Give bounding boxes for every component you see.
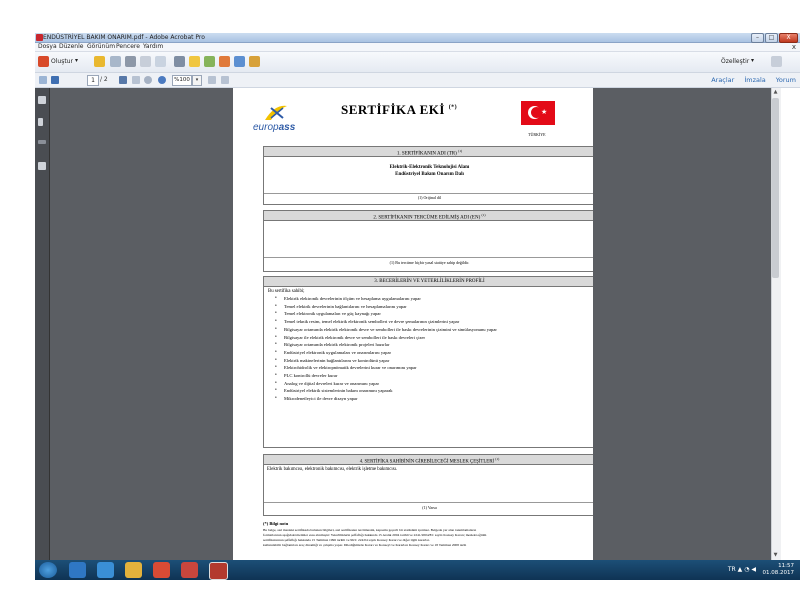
taskbar (35, 560, 800, 580)
menu-help[interactable]: Yardım (143, 43, 164, 50)
sign-icon[interactable] (249, 56, 260, 67)
section2-heading: 2. SERTİFİKANIN TERCÜME EDİLMİŞ ADI (EN) $^{(1)}$ (264, 211, 593, 221)
list-item: • PLC kontrollü devreler kurar (264, 372, 593, 380)
navigation-pane (35, 88, 50, 560)
print-icon[interactable] (125, 56, 136, 67)
menu-edit[interactable]: Düzenle (59, 43, 84, 50)
list-item: • Bilgisayar ile elektrik elektronik devre ve sembolleri ile baskı devreleri çizer (264, 334, 593, 342)
comment-link[interactable]: Yorum (775, 76, 796, 84)
volume-icon[interactable]: ◀ (751, 566, 756, 573)
save-icon[interactable] (110, 56, 121, 67)
section4-heading: 4. SERTİFİKA SAHİBİNİN GİREBİLECEĞİ MESLEK ÇEŞİTLERİ $^{(1)}$ (264, 455, 593, 465)
navigation-toolbar (35, 73, 800, 88)
acrobat-taskbar-icon[interactable] (209, 562, 228, 580)
next-page-icon[interactable] (51, 76, 59, 84)
settings-icon[interactable] (174, 56, 185, 67)
minimize-button[interactable]: – (751, 33, 764, 43)
window-title: ENDÜSTRİYEL BAKIM ONARIM.pdf - Adobe Acrobat Pro (43, 34, 205, 41)
media-player-icon[interactable] (69, 562, 86, 578)
list-item: • Elektrik makinelerinin bağlantılarını ve kontrolünü yapar (264, 357, 593, 365)
close-document-icon[interactable]: x (791, 43, 796, 51)
office-icon[interactable] (181, 562, 198, 578)
section4-note: (1) Varsa (422, 505, 437, 510)
list-item: • Elektrohidrolik ve elektropnömatik devrelerini kurar ve onarımını yapar (264, 364, 593, 372)
section2-note: (1) Bu tercüme hiçbir yasal statüye sahip değildir. (389, 260, 470, 265)
list-item: • Analog ve dijital devreleri kurar ve onarımını yapar (264, 380, 593, 388)
main-toolbar (35, 52, 800, 73)
customize-button[interactable]: Özelleştir (721, 58, 750, 65)
menu-bar (35, 43, 800, 52)
chrome-icon[interactable] (153, 562, 170, 578)
section-certificate-name (263, 146, 593, 205)
attachments-panel-icon[interactable] (38, 162, 46, 170)
menu-file[interactable]: Dosya (38, 43, 57, 50)
list-item: • Elektrik elektronik devrelerinin ölçüm ve hesaplama uygulamalarını yapar (264, 295, 593, 303)
window-controls (751, 33, 798, 43)
task-pane-links (701, 73, 796, 87)
certificate-branch: Endüstriyel Bakım Onarım Dalı (395, 172, 464, 177)
email-icon[interactable] (155, 56, 166, 67)
export-icon[interactable] (234, 56, 245, 67)
file-explorer-icon[interactable] (125, 562, 142, 578)
start-button-icon[interactable] (39, 562, 57, 578)
scroll-down-icon[interactable]: ▼ (773, 552, 778, 558)
signatures-panel-icon[interactable] (38, 140, 46, 144)
turkey-flag: ★ (521, 101, 555, 125)
clock[interactable] (763, 563, 795, 576)
page-number-input[interactable]: 1 (87, 75, 99, 86)
section3-intro: Bu sertifika sahibi; (268, 289, 305, 294)
document-title: SERTİFİKA EKİ (*) (341, 102, 458, 117)
menu-window[interactable]: Pencere (116, 43, 140, 50)
zoom-level-input[interactable]: %100 (172, 75, 192, 86)
tools-link[interactable]: Araçlar (711, 76, 735, 84)
page-total: / 2 (100, 76, 108, 83)
europass-logo-icon (261, 102, 291, 124)
europass-logo-text: europass (253, 122, 296, 133)
hand-tool-icon[interactable] (132, 76, 140, 84)
fit-page-icon[interactable] (208, 76, 216, 84)
internet-explorer-icon[interactable] (97, 562, 114, 578)
system-tray (728, 566, 756, 573)
tray-arrow-icon[interactable]: ▲ (737, 566, 743, 573)
skills-list (264, 295, 593, 403)
list-item: • Temel teknik resim, temel elektrik elektronik sembolleri ve devre şemalarının çizimlerini yapar (264, 318, 593, 326)
info-note-title: (*) Bilgi notu (263, 521, 289, 526)
zoom-out-icon[interactable] (144, 76, 152, 84)
sign-link[interactable]: İmzala (744, 76, 766, 84)
occupation-list: Elektrik bakımcısı, elektronik bakımcısı, elektrik işletme bakımcısı. (267, 467, 398, 472)
section-skills-profile (263, 276, 593, 448)
network-icon[interactable]: ◔ (744, 566, 750, 573)
info-note-text: Bu belge, asıl mesleki sertifikada bulunan bilgileri, asıl sertifikanın tercümesini, kapsamı geçerli bir statüsünü içermez. Belgede yer alan tanımlamaların formatlarının aşağıdaki metinler esas alınmıştır: Yeterliliklerin şeffaflığı hakkında 15 Aralık 2004 tarihli ve 2241/2004/EC sayılı Konsey Kararı; mesleki eğitim sertifikalarının şeffaflığı hakkında 15 Temmuz 1996 tarihli ve 96/C 224/04 sayılı Konsey Kararı ve diğer ilgili kararlar. kullanılabilir bağlantıları araç dinamiği ve çalışma yapar. Dilediğimizde Kararı ve Konseyi ve Kararları Konsey Kararı ve 18 Temmuz 2008 tarih (263, 528, 487, 547)
edit-icon[interactable] (140, 56, 151, 67)
stamp-icon[interactable] (219, 56, 230, 67)
title-bar (35, 33, 800, 43)
list-item: • Endüstriyel elektronik uygulamaları ve onarımlarını yapar (264, 349, 593, 357)
customize-dropdown-icon[interactable]: ▾ (751, 57, 755, 64)
pages-panel-icon[interactable] (38, 96, 46, 104)
certificate-field: Elektrik-Elektronik Teknolojisi Alanı (389, 165, 470, 170)
language-indicator[interactable]: TR (727, 566, 736, 573)
create-icon (38, 56, 49, 67)
create-dropdown-icon[interactable]: ▾ (75, 57, 79, 64)
clock-time: 11:57 (778, 563, 794, 569)
clock-date: 01.08.2017 (762, 569, 794, 576)
list-item: • Bilgisayar ortamında elektrik elektronik projeleri hazırlar (264, 341, 593, 349)
section-translated-name (263, 210, 593, 272)
menu-view[interactable]: Görünüm (87, 43, 116, 50)
zoom-in-icon[interactable] (158, 76, 166, 84)
pdf-page (233, 88, 593, 560)
country-label: TÜRKİYE (528, 132, 546, 137)
page-view-icon[interactable] (221, 76, 229, 84)
maximize-button[interactable]: □ (765, 33, 778, 43)
open-folder-icon[interactable] (94, 56, 105, 67)
scrollbar-thumb[interactable] (772, 98, 779, 278)
select-tool-icon[interactable] (119, 76, 127, 84)
acrobat-app-icon (36, 34, 43, 41)
list-item: • Temel elektronik uygulamaları ve güç kaynağı yapar (264, 310, 593, 318)
section1-heading: 1. SERTİFİKANIN ADI (TR) $^{(1)}$ (264, 147, 593, 157)
list-item: • Bilgisayar ortamında elektrik elektronik devre ve sembolleri ile baskı devrelerinin çizimini ve simülasyonunu yapar (264, 326, 593, 334)
previous-page-icon[interactable] (39, 76, 47, 84)
zoom-dropdown-icon[interactable]: ▾ (192, 75, 202, 86)
create-button[interactable]: Oluştur (51, 58, 73, 65)
section1-note: (1) Orijinal dil (417, 195, 442, 200)
close-button[interactable]: X (779, 33, 798, 43)
section-occupations (263, 454, 593, 516)
list-item: • Temel elektrik devrelerinin bağlantılarını ve hesaplamalarını yapar (264, 303, 593, 311)
bookmarks-panel-icon[interactable] (38, 118, 43, 126)
expand-icon[interactable] (771, 56, 782, 67)
highlight-icon[interactable] (204, 56, 215, 67)
list-item: • Endüstriyel elektrik sistemlerinin bakım onarımını yaparak (264, 387, 593, 395)
scroll-up-icon[interactable]: ▲ (773, 89, 778, 95)
comment-icon[interactable] (189, 56, 200, 67)
section3-heading: 3. BECERİLERİN VE YETERLİLİKLERİN PROFİLİ (264, 277, 593, 287)
list-item: • Mikrodenetleyici ile devre dizayn yapar (264, 395, 593, 403)
